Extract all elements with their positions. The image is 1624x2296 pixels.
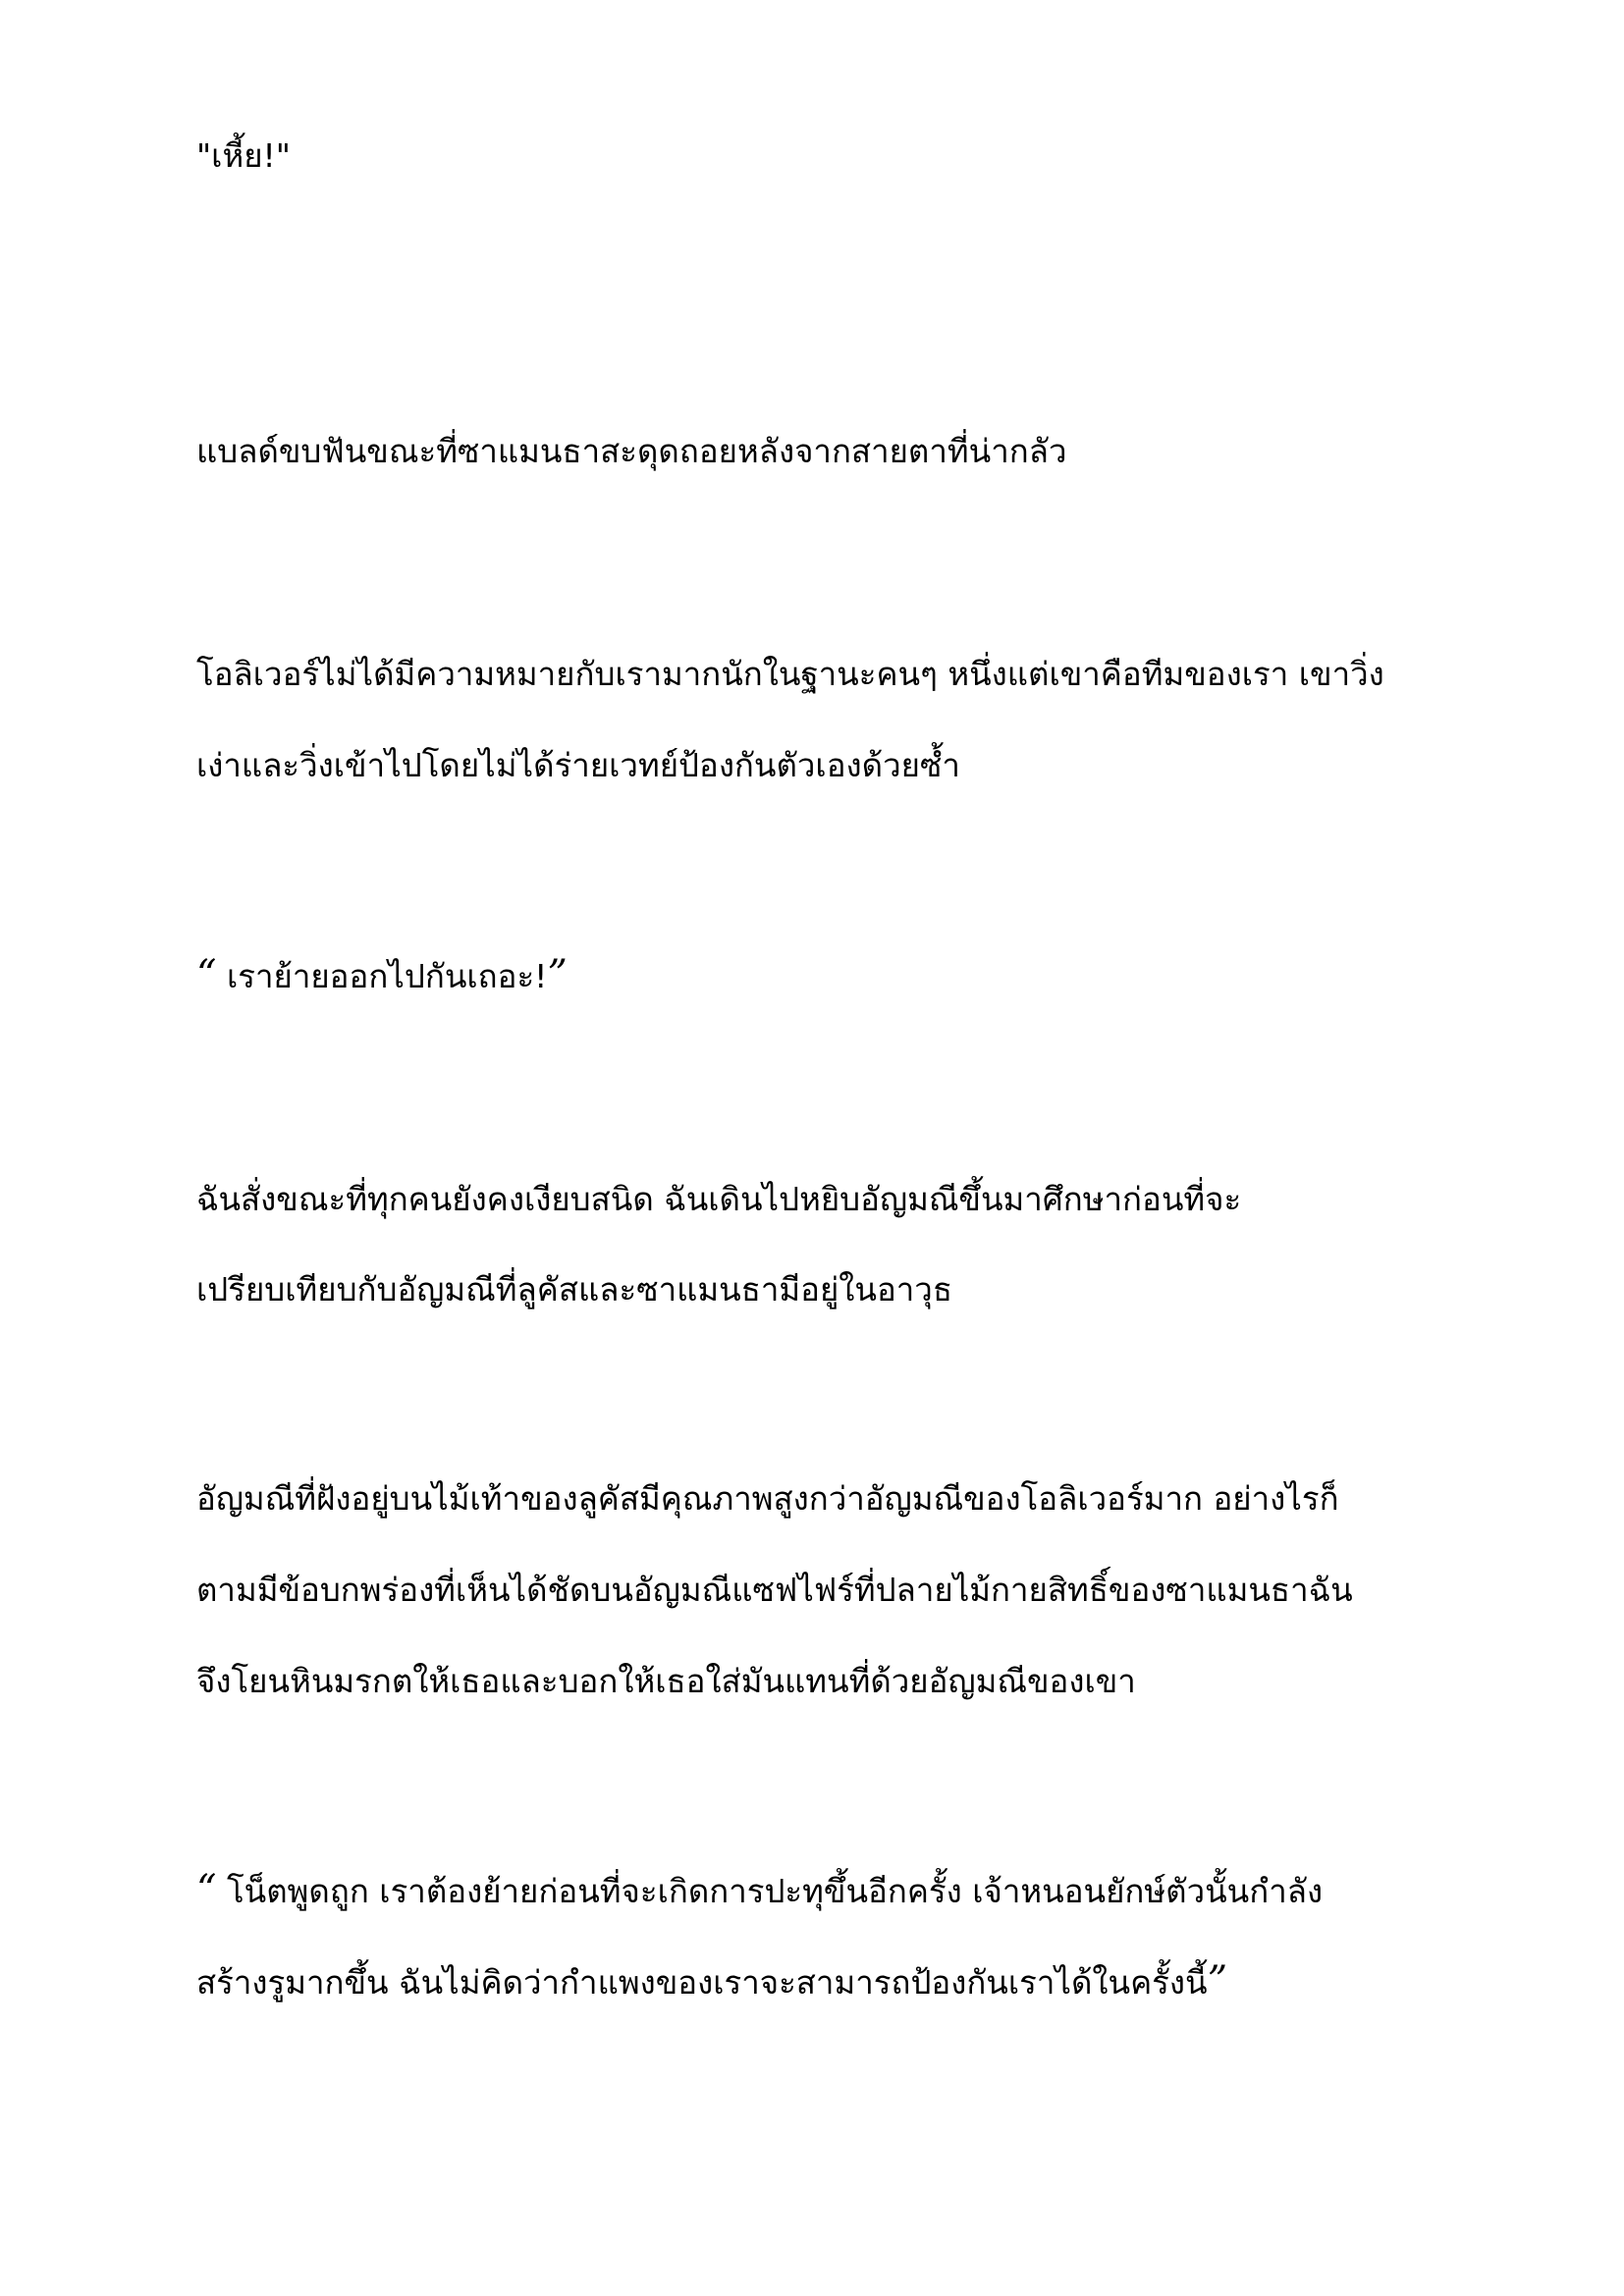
dialogue-text: โน็ตพูดถูก เราต้องย้ายก่อนที่จะเกิดการปะทุขึ้นอีกครั้ง เจ้าหนอนยักษ์ตัวนั้นกำลัง [216,1872,1324,1910]
paragraph-text: เปรียบเทียบกับอัญมณีที่ลูคัสและซาแมนธามีอยู่ในอาวุธ [196,1270,952,1308]
paragraph-gems-line-1 [196,1474,1339,1523]
dialogue-text: เราย้ายออกไปกันเถอะ! [216,957,548,995]
open-quote: “ [196,1867,217,1912]
close-quote: ” [1207,1958,1228,2003]
dialogue-note-line-2 [196,1956,1227,2007]
dialogue-text: สร้างรูมากขึ้น ฉันไม่คิดว่ากำแพงของเราจะสามารถป้องกันเราได้ในครั้งนี้ [196,1963,1208,2002]
paragraph-text: "เหี้ย!" [196,136,291,175]
paragraph-gems-line-2 [196,1566,1353,1615]
close-quote: ” [547,952,568,997]
paragraph-blade-line-1 [196,427,1066,476]
paragraph-text: อัญมณีที่ฝังอยู่บนไม้เท้าของลูคัสมีคุณภาพสูงกว่าอัญมณีของโอลิเวอร์มาก อย่างไรก็ [196,1479,1339,1518]
paragraph-command-line-1 [196,1175,1241,1224]
dialogue-move-out-line-1 [196,950,568,1001]
paragraph-text: โอลิเวอร์ไม่ได้มีความหมายกับเรามากนักในฐานะคนๆ หนึ่งแต่เขาคือทีมของเรา เขาวิ่ง [196,655,1384,693]
paragraph-oliver-line-1 [196,650,1384,699]
paragraph-text: แบลด์ขบฟันขณะที่ซาแมนธาสะดุดถอยหลังจากสายตาที่น่ากลัว [196,432,1067,470]
paragraph-text: ฉันสั่งขณะที่ทุกคนยังคงเงียบสนิด ฉันเดินไปหยิบอัญมณีขึ้นมาศึกษาก่อนที่จะ [196,1180,1242,1218]
dialogue-note-line-1 [196,1865,1323,1916]
paragraph-gems-line-3 [196,1657,1136,1706]
paragraph-exclamation-line-1 [196,132,291,181]
paragraph-text: ตามมีข้อบกพร่องที่เห็นได้ชัดบนอัญมณีแซฟไฟร์ที่ปลายไม้กายสิทธิ์ของซาแมนธาฉัน [196,1571,1353,1609]
paragraph-text: เง่าและวิ่งเข้าไปโดยไม่ได้ร่ายเวทย์ป้องกันตัวเองด้วยซ้ำ [196,746,960,784]
paragraph-oliver-line-2 [196,741,960,790]
paragraph-command-line-2 [196,1265,952,1314]
open-quote: “ [196,952,217,997]
paragraph-text: จึงโยนหินมรกตให้เธอและบอกให้เธอใส่มันแทนที่ด้วยอัญมณีของเขา [196,1662,1136,1700]
